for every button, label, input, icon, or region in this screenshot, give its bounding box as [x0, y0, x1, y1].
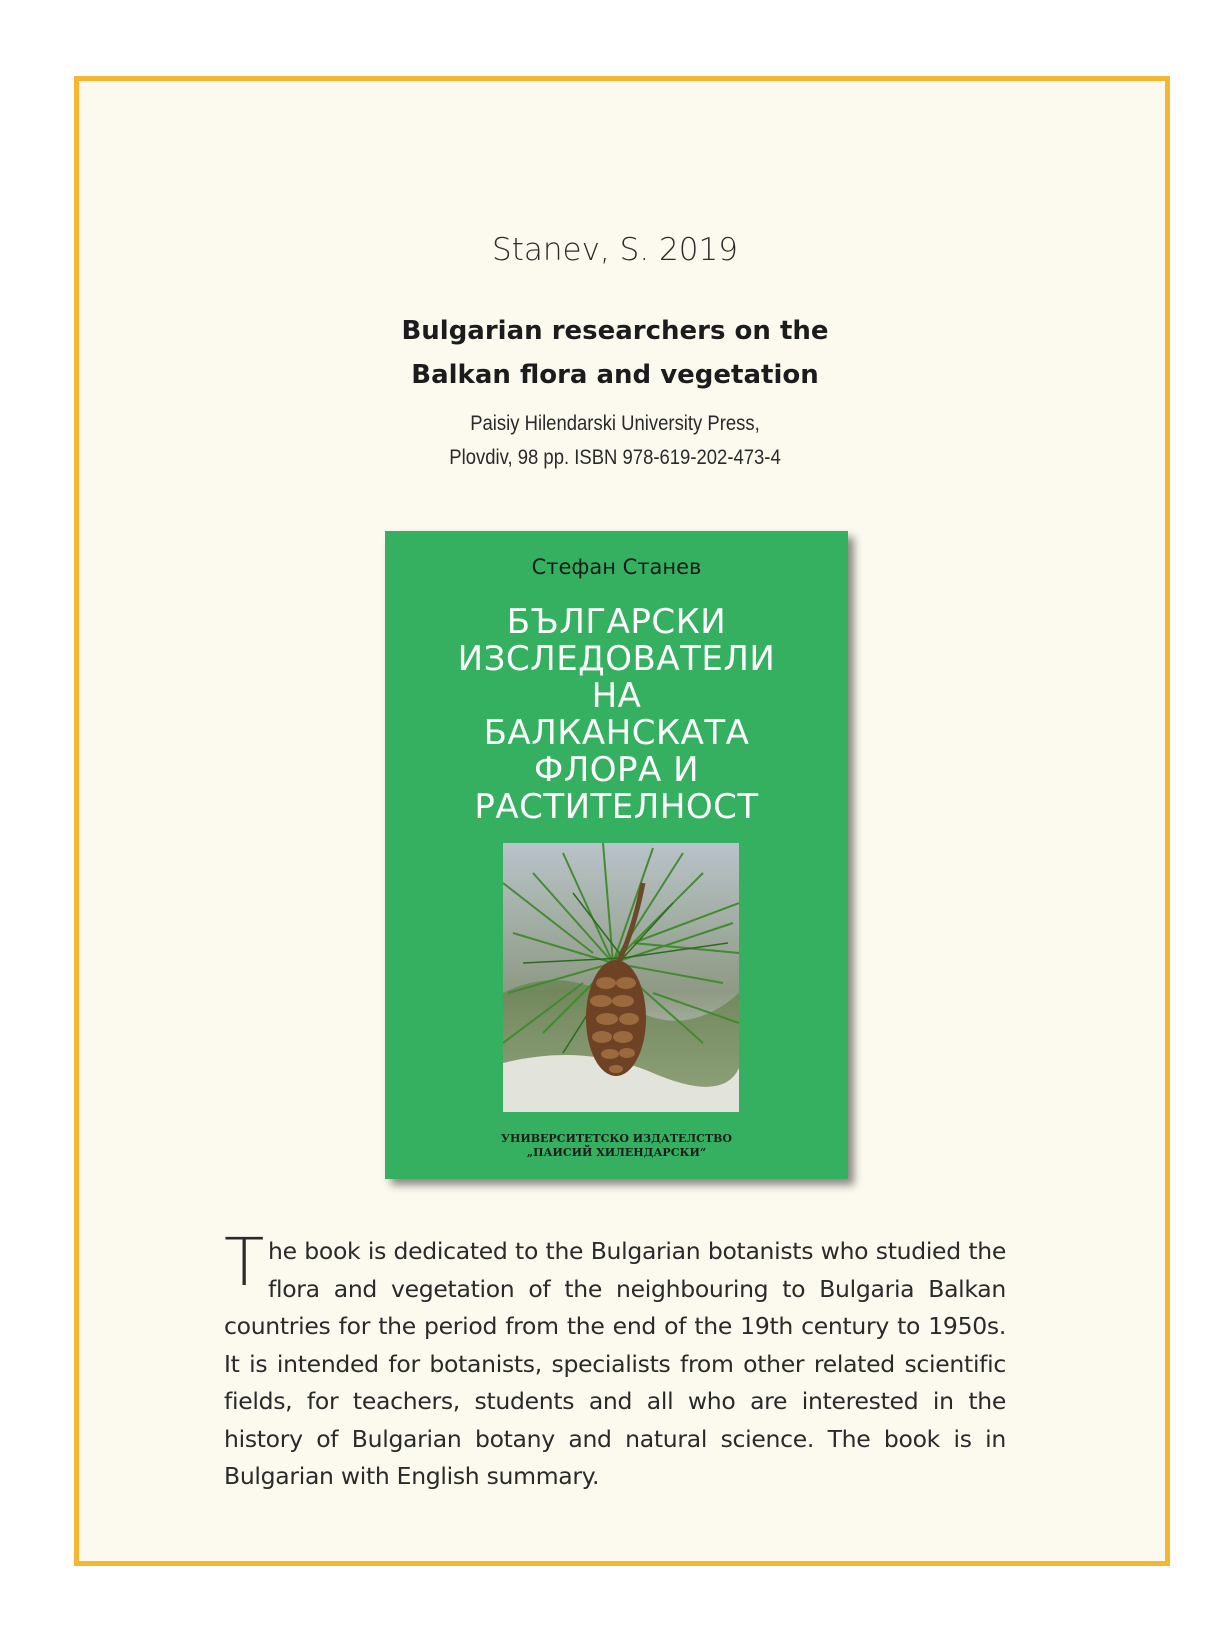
description-text: he book is dedicated to the Bulgarian botanists who studied the flora and vegetation of the neighbouring to Bulgaria Balkan countries for the period from the end of the 19th century to 1950s. It is intended for botanists, specialists from other related scientific fields, for teachers, students and all who are interested in the history of Bulgarian botany and natural science. The book is in Bulgarian with English summary. — [224, 1237, 1006, 1490]
cover-title-line: БЪЛГАРСКИ — [506, 602, 727, 642]
cover-title-line: ИЗСЛЕДОВАТЕЛИ — [457, 639, 776, 679]
publisher-line-2: Plovdiv, 98 pp. ISBN 978-619-202-473-4 — [449, 446, 781, 469]
book-title-line-2: Balkan flora and vegetation — [411, 360, 819, 390]
book-description — [224, 1224, 1006, 1496]
publisher-info — [74, 407, 1156, 475]
citation-author-year: Stanev, S. 2019 — [492, 232, 738, 268]
publisher-line-1: Paisiy Hilendarski University Press, — [470, 412, 760, 435]
book-title — [0, 309, 1230, 397]
cover-publisher-line-1: УНИВЕРСИТЕТСКО ИЗДАТЕЛСТВО — [501, 1132, 732, 1145]
book-title-line-1: Bulgarian researchers on the — [401, 316, 829, 346]
cover-publisher — [385, 1132, 848, 1160]
cover-title-line: РАСТИТЕЛНОСТ — [474, 787, 759, 827]
pine-cone-photo — [503, 843, 739, 1112]
cover-title — [385, 604, 848, 826]
cover-publisher-line-2: „ПАИСИЙ ХИЛЕНДАРСКИ“ — [526, 1146, 707, 1159]
cover-author: Стефан Станев — [531, 555, 702, 579]
drop-cap: T — [224, 1224, 265, 1301]
cover-title-line: НА — [591, 676, 642, 716]
cover-title-line: БАЛКАНСКАТА — [483, 713, 750, 753]
cover-title-line: ФЛОРА И — [533, 750, 700, 790]
book-cover-image — [385, 531, 848, 1179]
